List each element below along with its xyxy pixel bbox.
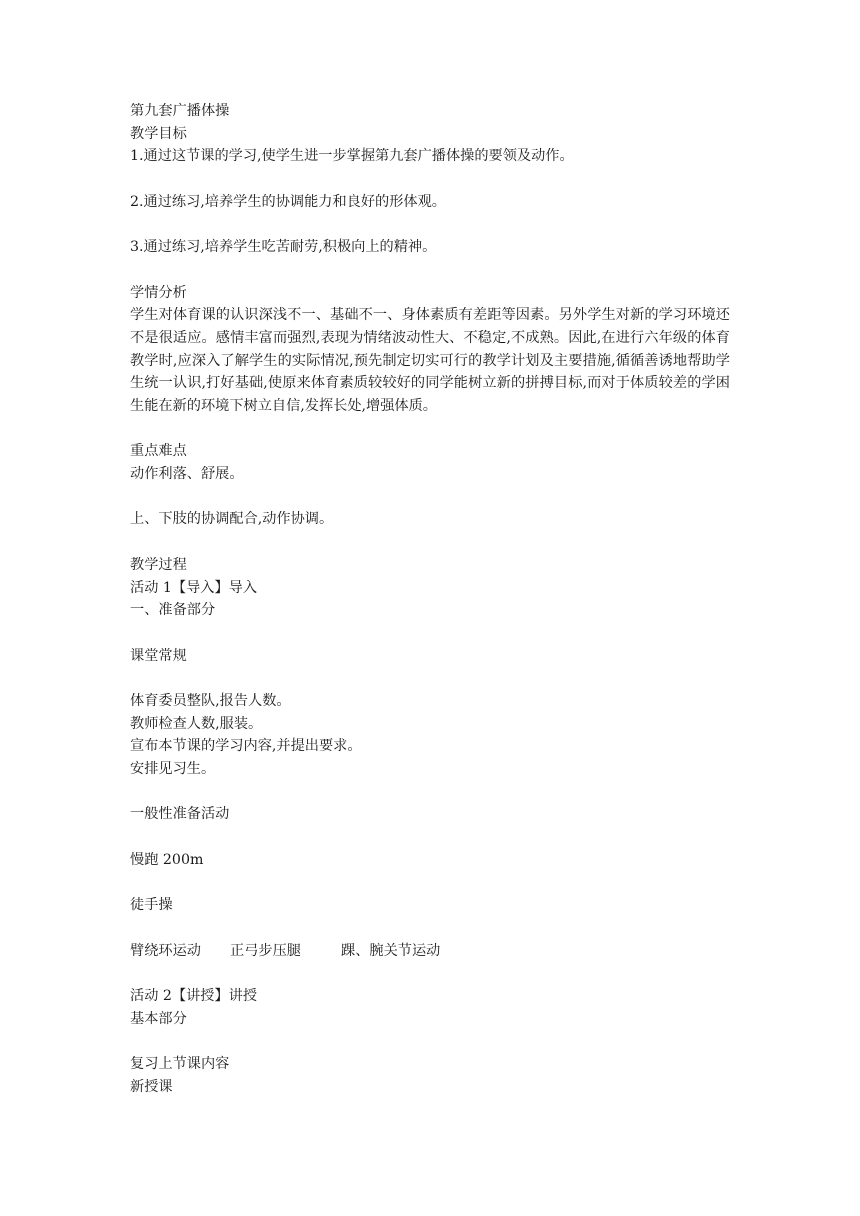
routine-item: 安排见习生。 [130, 761, 216, 778]
document-title: 第九套广播体操 [130, 103, 230, 119]
activity-2-section: 基本部分 [130, 1010, 187, 1027]
activity-1-section: 一、准备部分 [130, 602, 216, 619]
review-text: 复习上节课内容 [130, 1055, 230, 1072]
key-point-text: 动作利落、舒展。 [130, 466, 244, 483]
analysis-body: 学生对体育课的认识深浅不一、基础不一、身体素质有差距等因素。另外学生对新的学习环境还不是很适应。感情丰富而强烈,表现为情绪波动性大、不稳定,不成熟。因此,在进行六年级的体育教学时,应深入了解学生的实际情况,预先制定切实可行的教学计划及主要措施,循循善诱地帮助学生统一认识,打好基础,使原来体育素质较较好的同学能树立新的拼搏目标,而对于体质较差的学困生能在新的环境下树立自信,发挥长处,增强体质。 [130, 307, 730, 414]
spacer [130, 168, 730, 191]
routine-item: 宣布本节课的学习内容,并提出要求。 [130, 738, 362, 755]
exercise-row [130, 940, 730, 963]
exercise-item: 踝、腕关节运动 [341, 942, 441, 959]
new-lesson-text: 新授课 [130, 1078, 173, 1095]
jog-text: 慢跑 200m [130, 851, 204, 868]
objectives-heading: 教学目标 [130, 125, 187, 142]
spacer [130, 213, 730, 236]
objective-item-3: 3.通过练习,培养学生吃苦耐劳,积极向上的精神。 [130, 239, 437, 256]
process-heading: 教学过程 [130, 556, 187, 573]
spacer [130, 486, 730, 509]
spacer [130, 531, 730, 554]
difficulty-text: 上、下肢的协调配合,动作协调。 [130, 511, 334, 528]
exercise-item: 正弓步压腿 [230, 942, 301, 959]
routine-item: 体育委员整队,报告人数。 [130, 692, 291, 709]
spacer [130, 871, 730, 894]
spacer [130, 1030, 730, 1053]
spacer [130, 917, 730, 940]
freehand-heading: 徒手操 [130, 897, 173, 914]
key-points-heading: 重点难点 [130, 443, 187, 460]
analysis-heading: 学情分析 [130, 284, 187, 301]
spacer [130, 962, 730, 985]
spacer [130, 259, 730, 282]
general-warmup-heading: 一般性准备活动 [130, 806, 230, 823]
objective-item-2: 2.通过练习,培养学生的协调能力和良好的形体观。 [130, 193, 446, 210]
activity-1-title: 活动 1【导入】导入 [130, 579, 258, 596]
routine-heading: 课堂常规 [130, 647, 187, 664]
routine-item: 教师检查人数,服装。 [130, 715, 263, 732]
objective-item-1: 1.通过这节课的学习,使学生进一步掌握第九套广播体操的要领及动作。 [130, 148, 574, 165]
document-page [130, 100, 730, 1098]
spacer [130, 781, 730, 804]
spacer [130, 826, 730, 849]
exercise-item: 臂绕环运动 [130, 942, 201, 959]
spacer [130, 418, 730, 441]
spacer [130, 667, 730, 690]
activity-2-title: 活动 2【讲授】讲授 [130, 987, 258, 1004]
spacer [130, 622, 730, 645]
